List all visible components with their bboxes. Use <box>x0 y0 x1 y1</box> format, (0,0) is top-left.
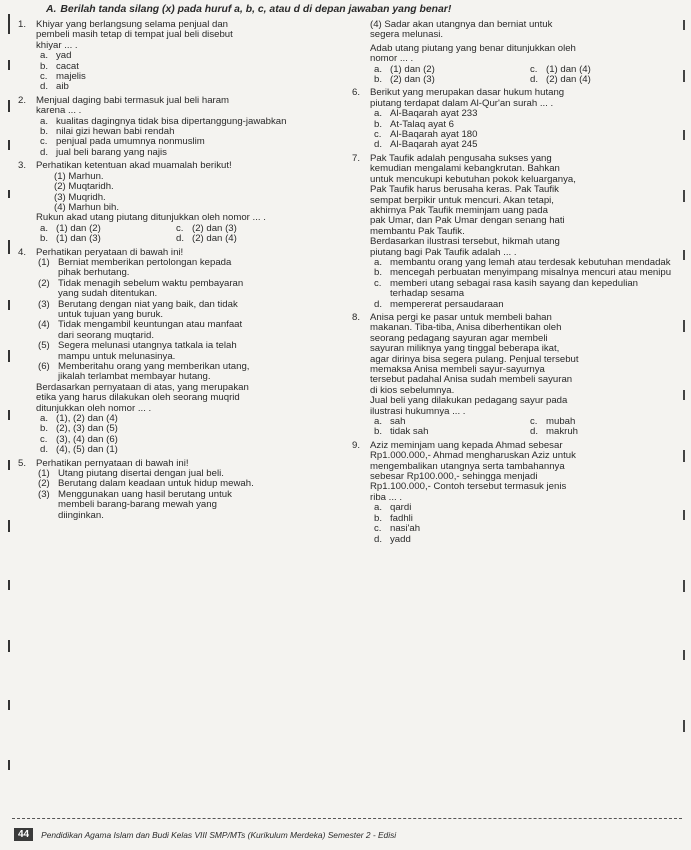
question-text-line: Anisa pergi ke pasar untuk membeli bahan <box>370 311 552 323</box>
margin-mark <box>8 640 10 652</box>
question-number: 5. <box>18 457 27 469</box>
statement-item <box>36 341 338 362</box>
margin-mark <box>8 760 10 770</box>
option-text: (1) dan (3) <box>56 233 101 245</box>
section-title: Berilah tanda silang (x) pada huruf a, b, c, atau d di depan jawaban yang benar! <box>60 4 452 15</box>
margin-mark <box>683 190 685 202</box>
question-text-line: pak Umar, dan Pak Umar dengan senang hati <box>370 215 565 227</box>
question-text-line: memaksa Anisa membeli sayur-sayurnya <box>370 364 545 375</box>
option-letter: c. <box>40 433 48 445</box>
question-text-line: Rukun akad utang piutang ditunjukkan oleh nomor ... . <box>36 212 266 224</box>
option-letter: b. <box>374 267 383 279</box>
question-text-line: segera melunasi. <box>370 29 444 41</box>
question-right-3 <box>352 88 677 150</box>
margin-mark <box>683 650 685 660</box>
option-letter: c. <box>530 416 538 428</box>
statement-text: Memberitahu orang yang memberikan utang, <box>58 361 250 372</box>
margin-mark <box>683 720 685 732</box>
answer-option[interactable] <box>370 503 677 513</box>
option-letter: b. <box>40 60 49 72</box>
option-text: (2) dan (3) <box>390 74 435 86</box>
question-text-line: piutang bagi Pak Taufik adalah ... . <box>370 246 517 258</box>
question-text-line: khiyar ... . <box>36 39 78 51</box>
margin-mark <box>8 410 10 420</box>
answer-options-grid <box>370 65 677 86</box>
option-letter: b. <box>40 423 49 435</box>
statement-label: (5) <box>38 340 50 352</box>
margin-mark <box>683 390 685 400</box>
statement-item <box>36 490 338 521</box>
option-text: nasi'ah <box>390 523 421 535</box>
option-text: nilai gizi hewan babi rendah <box>56 126 175 138</box>
option-letter: d. <box>530 426 539 438</box>
statement-text: Berutang dengan niat yang baik, dan tidak <box>58 298 238 310</box>
option-letter: c. <box>40 136 48 148</box>
option-text: penjual pada umumnya nonmuslim <box>56 136 205 148</box>
option-text: mencegah perbuatan menyimpang misalnya mencuri atau menipu <box>390 267 672 279</box>
option-text: Al-Baqarah ayat 233 <box>390 108 478 120</box>
statement-label: (3) <box>38 298 50 310</box>
option-letter: d. <box>40 81 49 93</box>
option-text: Al-Baqarah ayat 245 <box>390 139 478 151</box>
margin-mark <box>8 100 10 112</box>
question-number: 9. <box>352 439 361 451</box>
margin-mark <box>683 450 685 462</box>
option-letter: a. <box>374 416 383 428</box>
option-letter: a. <box>374 63 383 75</box>
question-text-line: pembeli masih tetap di tempat jual beli disebut <box>36 29 233 41</box>
option-text: (4), (5) dan (1) <box>56 444 118 456</box>
akad-item: (3) Muqridh. <box>54 191 106 203</box>
question-left-3 <box>18 161 338 244</box>
statement-text: Berutang dalam keadaan untuk hidup mewah. <box>58 478 254 490</box>
option-text: memberi utang sebagai rasa kasih sayang dan kepedulian terhadap sesama <box>390 277 638 300</box>
option-text: (1) dan (2) <box>390 63 435 75</box>
answer-option[interactable] <box>36 72 338 82</box>
margin-mark <box>8 580 10 590</box>
answer-options-grid <box>36 224 338 245</box>
question-text-line: ditunjukkan oleh nomor ... . <box>36 402 152 414</box>
option-text: mempererat persaudaraan <box>390 298 504 310</box>
footer-text: Pendidikan Agama Islam dan Budi Kelas VIII SMP/MTs (Kurikulum Merdeka) Semester 2 - Edisi <box>41 829 397 840</box>
question-left-4 <box>18 248 338 456</box>
answer-option[interactable] <box>370 279 677 300</box>
question-text-line: agar dirinya bisa segera pulang. Penjual tersebut <box>370 353 579 365</box>
option-letter: a. <box>374 502 383 514</box>
option-letter: c. <box>374 129 382 141</box>
option-letter: d. <box>176 233 185 245</box>
option-text: qardi <box>390 502 412 514</box>
answer-option[interactable] <box>36 234 166 244</box>
question-text-line: makanan. Tiba-tiba, Anisa diberhentikan oleh <box>370 322 562 334</box>
option-text: kualitas dagingnya tidak bisa dipertanggung-jawabkan <box>56 115 287 127</box>
margin-mark <box>8 60 10 70</box>
question-text-line: tersebut padahal Anisa sudah membeli sayuran <box>370 374 573 386</box>
margin-mark <box>8 240 10 254</box>
margin-mark <box>8 460 10 470</box>
option-text: tidak sah <box>390 426 429 438</box>
question-text-line: karena ... . <box>36 105 82 117</box>
option-text: (1) dan (2) <box>56 222 101 234</box>
question-text-line: seorang pedagang sayuran agar membeli <box>370 332 548 344</box>
option-text: (2) dan (4) <box>192 233 237 245</box>
statement-text: dari seorang muqtarid. <box>58 329 154 341</box>
margin-mark <box>8 300 10 310</box>
answer-option[interactable] <box>36 445 338 455</box>
question-number: 3. <box>18 160 27 172</box>
statement-label: (1) <box>38 468 50 480</box>
statement-text: diinginkan. <box>58 509 104 521</box>
statement-text: Utang piutang disertai dengan jual beli. <box>58 468 224 480</box>
answer-option[interactable] <box>526 427 677 437</box>
akad-item: (1) Marhun. <box>54 170 104 182</box>
option-text: (2), (3) dan (5) <box>56 423 118 435</box>
option-text: cacat <box>56 60 79 72</box>
option-letter: b. <box>374 74 383 86</box>
option-text: makruh <box>546 426 578 438</box>
option-letter: d. <box>530 74 539 86</box>
margin-mark <box>683 580 685 592</box>
margin-mark <box>8 14 10 34</box>
answer-options-grid <box>370 417 677 438</box>
question-text-line: sempat berpikir untuk mencuri. Akan tetapi, <box>370 194 554 206</box>
question-text-line: riba ... . <box>370 491 402 503</box>
option-letter: c. <box>374 523 382 535</box>
question-text-line: kemudian mengalami kebangkrutan. Bahkan <box>370 163 560 175</box>
statement-text: yang sudah ditentukan. <box>58 288 158 300</box>
option-text: membantu orang yang lemah atau terdesak kebutuhan mendadak <box>390 256 671 268</box>
statement-item <box>36 362 338 383</box>
statement-text: Tidak mengambil keuntungan atau manfaat <box>58 319 243 331</box>
question-right-2 <box>352 44 677 86</box>
question-text-line: Perhatikan pernyataan di bawah ini! <box>36 457 189 469</box>
option-text: fadhli <box>390 512 413 524</box>
option-letter: a. <box>40 50 49 62</box>
answer-option[interactable] <box>370 140 677 150</box>
question-text-line: Berdasarkan ilustrasi tersebut, hikmah utang <box>370 236 560 248</box>
statement-text: Tidak menagih sebelum waktu pembayaran <box>58 277 244 289</box>
answer-option[interactable] <box>370 75 520 85</box>
statement-text: membeli barang-barang mewah yang <box>58 499 217 511</box>
question-text-line: Khiyar yang berlangsung selama penjual dan <box>36 19 229 30</box>
question-text-line: Adab utang piutang yang benar ditunjukkan oleh <box>370 42 576 54</box>
option-text: At-Talaq ayat 6 <box>390 118 454 130</box>
akad-item: (4) Marhun bih. <box>54 201 120 213</box>
question-text-line: Menjual daging babi termasuk jual beli haram <box>36 94 230 106</box>
question-left-1 <box>18 20 338 93</box>
statement-text: jikalah terlambat membayar hutang. <box>58 371 211 383</box>
margin-mark <box>8 700 10 710</box>
question-number: 6. <box>352 87 361 99</box>
option-text: yadd <box>390 533 411 545</box>
question-number: 4. <box>18 246 27 258</box>
answer-option[interactable] <box>370 524 677 534</box>
option-letter: d. <box>40 444 49 456</box>
answer-option[interactable] <box>36 148 338 158</box>
question-text-line: ilustrasi hukumnya ... . <box>370 405 466 417</box>
left-column <box>18 20 338 524</box>
option-letter: a. <box>40 222 49 234</box>
section-label: A. <box>46 4 57 15</box>
option-letter: d. <box>374 533 383 545</box>
statement-text: Menggunakan uang hasil berutang untuk <box>58 488 232 500</box>
option-letter: b. <box>40 233 49 245</box>
statement-text: Segera melunasi utangnya tatkala ia telah <box>58 340 237 352</box>
question-left-5 <box>18 459 338 521</box>
page-divider <box>12 818 682 819</box>
question-text-line: nomor ... . <box>370 53 414 65</box>
statement-label: (3) <box>38 488 50 500</box>
akad-item: (2) Muqtaridh. <box>54 181 114 193</box>
statement-label: (1) <box>38 256 50 268</box>
statement-item <box>36 300 338 321</box>
page-footer <box>14 828 396 841</box>
option-letter: c. <box>176 222 184 234</box>
option-letter: a. <box>374 256 383 268</box>
statement-label: (6) <box>38 361 50 372</box>
question-left-2 <box>18 96 338 158</box>
statement-item <box>36 279 338 300</box>
option-text: (3), (4) dan (6) <box>56 433 118 445</box>
question-text-line: Rp1.100.000,- Contoh tersebut termasuk jenis <box>370 481 567 493</box>
statement-item <box>36 258 338 279</box>
margin-mark <box>8 190 10 198</box>
option-text: majelis <box>56 71 86 83</box>
option-letter: a. <box>40 413 49 425</box>
option-text: sah <box>390 416 406 428</box>
option-letter: d. <box>374 139 383 151</box>
option-letter: d. <box>374 298 383 310</box>
option-letter: c. <box>374 277 382 289</box>
section-heading <box>46 4 451 15</box>
statement-label: (2) <box>38 478 50 490</box>
answer-option[interactable] <box>36 82 338 92</box>
statement-text: pihak berhutang. <box>58 267 130 279</box>
question-text-line: membantu Pak Taufik. <box>370 225 465 237</box>
answer-option[interactable] <box>172 234 338 244</box>
option-text: (2) dan (4) <box>546 74 591 86</box>
statement-text: Berniat memberikan pertolongan kepada <box>58 256 232 268</box>
page-number: 44 <box>14 828 33 841</box>
question-number: 1. <box>18 19 27 30</box>
question-text-line: piutang terdapat dalam Al-Qur'an surah ... . <box>370 97 554 109</box>
statement-label: (2) <box>38 277 50 289</box>
option-text: (2) dan (3) <box>192 222 237 234</box>
question-text-line: Aziz meminjam uang kepada Ahmad sebesar <box>370 439 563 451</box>
option-letter: a. <box>374 108 383 120</box>
option-text: (1), (2) dan (4) <box>56 413 118 425</box>
option-text: (1) dan (4) <box>546 63 591 75</box>
question-text-line: mengembalikan utangnya serta tambahannya <box>370 460 565 472</box>
question-text-line: Perhatikan peryataan di bawah ini! <box>36 246 184 258</box>
question-text-line: etika yang harus dilakukan oleh seorang muqrid <box>36 392 240 404</box>
right-column <box>352 20 677 548</box>
option-letter: c. <box>40 71 48 83</box>
option-letter: b. <box>374 118 383 130</box>
question-text-line: Berikut yang merupakan dasar hukum hutang <box>370 87 565 99</box>
answer-option[interactable] <box>36 51 338 61</box>
margin-mark <box>683 130 685 140</box>
question-text-line: Rp1.000.000,- Ahmad mengharuskan Aziz untuk <box>370 450 576 462</box>
option-text: Al-Baqarah ayat 180 <box>390 129 478 141</box>
question-text-line: Jual beli yang dilakukan pedagang sayur pada <box>370 395 568 407</box>
option-text: mubah <box>546 416 576 428</box>
option-text: jual beli barang yang najis <box>56 146 167 158</box>
margin-mark <box>8 520 10 532</box>
question-right-5 <box>352 313 677 438</box>
question-number: 8. <box>352 311 361 323</box>
margin-mark <box>683 70 685 82</box>
option-text: aib <box>56 81 69 93</box>
option-letter: a. <box>40 115 49 127</box>
question-number: 2. <box>18 94 27 106</box>
question-right-6 <box>352 441 677 545</box>
question-text-line: untuk mencukupi kebutuhan pokok keluarganya, <box>370 173 576 185</box>
statement-text: mampu untuk melunasinya. <box>58 350 176 362</box>
answer-option[interactable] <box>370 427 520 437</box>
question-text-line: Pak Taufik adalah pengusaha sukses yang <box>370 152 552 164</box>
option-text: yad <box>56 50 72 62</box>
option-letter: b. <box>374 512 383 524</box>
question-right-1 <box>352 20 677 41</box>
option-letter: c. <box>530 63 538 75</box>
answer-option[interactable] <box>370 535 677 545</box>
answer-option[interactable] <box>526 75 677 85</box>
statement-text: untuk tujuan yang buruk. <box>58 308 164 320</box>
question-text-line: sayuran miliknya yang tinggal beberapa ikat, <box>370 343 560 355</box>
question-text-line: akhirnya Pak Taufik meminjam uang pada <box>370 204 548 216</box>
option-letter: b. <box>374 426 383 438</box>
statement-item <box>36 320 338 341</box>
margin-mark <box>683 320 685 332</box>
answer-option[interactable] <box>370 300 677 310</box>
question-text-line: sebesar Rp100.000,- sehingga menjadi <box>370 471 538 483</box>
option-letter: d. <box>40 146 49 158</box>
statement-label: (4) <box>38 319 50 331</box>
question-text-line: Perhatikan ketentuan akad muamalah berikut! <box>36 160 232 172</box>
question-right-4 <box>352 154 677 310</box>
question-number: 7. <box>352 152 361 164</box>
question-text-line: (4) Sadar akan utangnya dan berniat untuk <box>370 19 553 30</box>
question-text-line: Pak Taufik harus berusaha keras. Pak Taufik <box>370 184 559 196</box>
margin-mark <box>8 140 10 150</box>
margin-mark <box>683 20 685 30</box>
option-letter: b. <box>40 126 49 138</box>
margin-mark <box>683 250 685 260</box>
margin-mark <box>683 510 685 520</box>
question-text-line: di kios sebelumnya. <box>370 384 455 396</box>
margin-mark <box>8 350 10 362</box>
question-text-line: Berdasarkan pernyataan di atas, yang merupakan <box>36 381 249 393</box>
